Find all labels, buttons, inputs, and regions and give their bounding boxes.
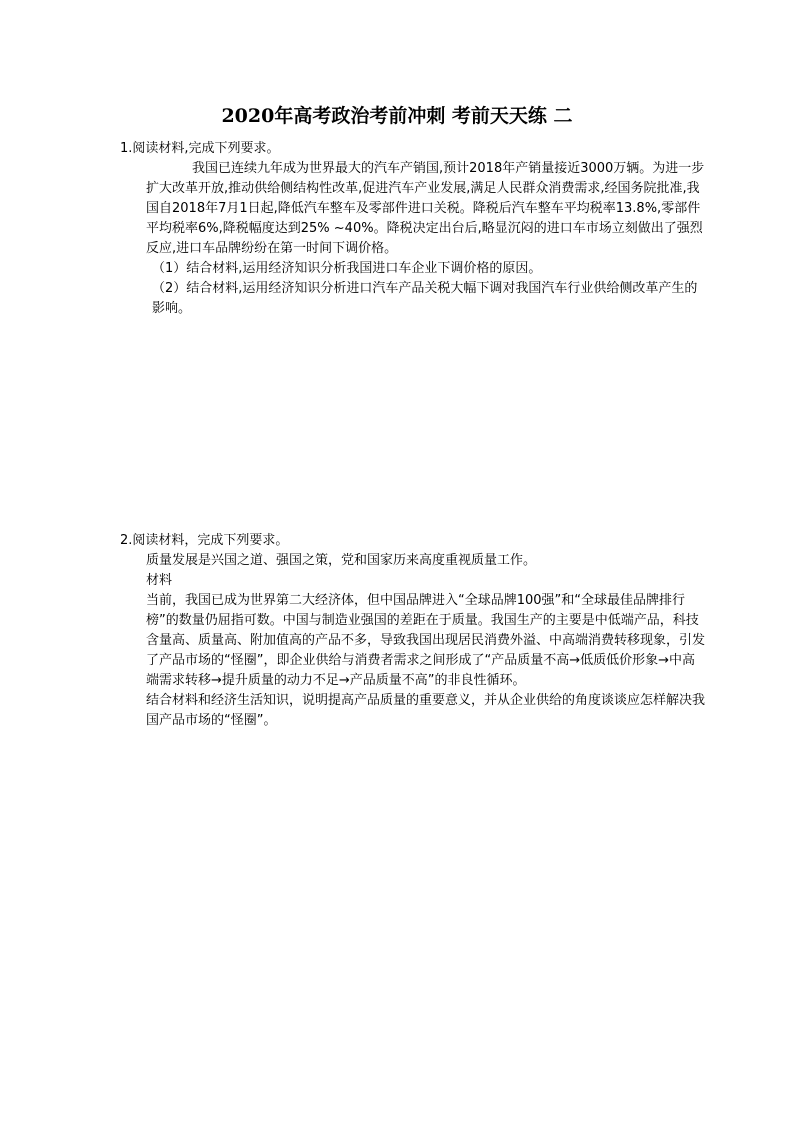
question-2-material-label: 材料: [146, 573, 173, 588]
question-2-intro: 质量发展是兴国之道、强国之策，党和国家历来高度重视质量工作。: [146, 553, 537, 568]
question-1-sub-2: （2）结合材料,运用经济知识分析进口汽车产品关税大幅下调对我国汽车行业供给侧改革产生的影响。: [152, 281, 698, 316]
question-2-body: [146, 551, 706, 731]
question-2-task: 结合材料和经济生活知识，说明提高产品质量的重要意义，并从企业供给的角度谈谈应怎样解决我国产品市场的“怪圈”。: [146, 693, 706, 728]
question-1-body: [146, 159, 706, 319]
question-1-material: 我国已连续九年成为世界最大的汽车产销国,预计2018年产销量接近3000万辆。为进一步扩大改革开放,推动供给侧结构性改革,促进汽车产业发展,满足人民群众消费需求,经国务院批准,我国自2018年7月1日起,降低汽车整车及零部件进口关税。降税后汽车整车平均税率13.8%,零部件平均税率6%,降税幅度达到25% ~40%。降税决定出台后,略显沉闷的进口车市场立刻做出了强烈反应,进口车品牌纷纷在第一时间下调价格。: [146, 161, 705, 256]
question-2-heading: 2.阅读材料，完成下列要求。: [120, 533, 289, 548]
question-2-material: 当前，我国已成为世界第二大经济体，但中国品牌进入“全球品牌100强”和“全球最佳品牌排行榜”的数量仍屈指可数。中国与制造业强国的差距在于质量。我国生产的主要是中低端产品，科技含量高、质量高、附加值高的产品不多，导致我国出现居民消费外溢、中高端消费转移现象，引发了产品市场的“怪圈”，即企业供给与消费者需求之间形成了“产品质量不高→低质低价形象→中高端需求转移→提升质量的动力不足→产品质量不高”的非良性循环。: [146, 593, 706, 688]
page-title: 2020年高考政治考前冲刺 考前天天练 二: [221, 105, 573, 127]
question-1-sub-1: （1）结合材料,运用经济知识分析我国进口车企业下调价格的原因。: [152, 261, 542, 276]
question-1-heading: 1.阅读材料,完成下列要求。: [120, 141, 280, 156]
